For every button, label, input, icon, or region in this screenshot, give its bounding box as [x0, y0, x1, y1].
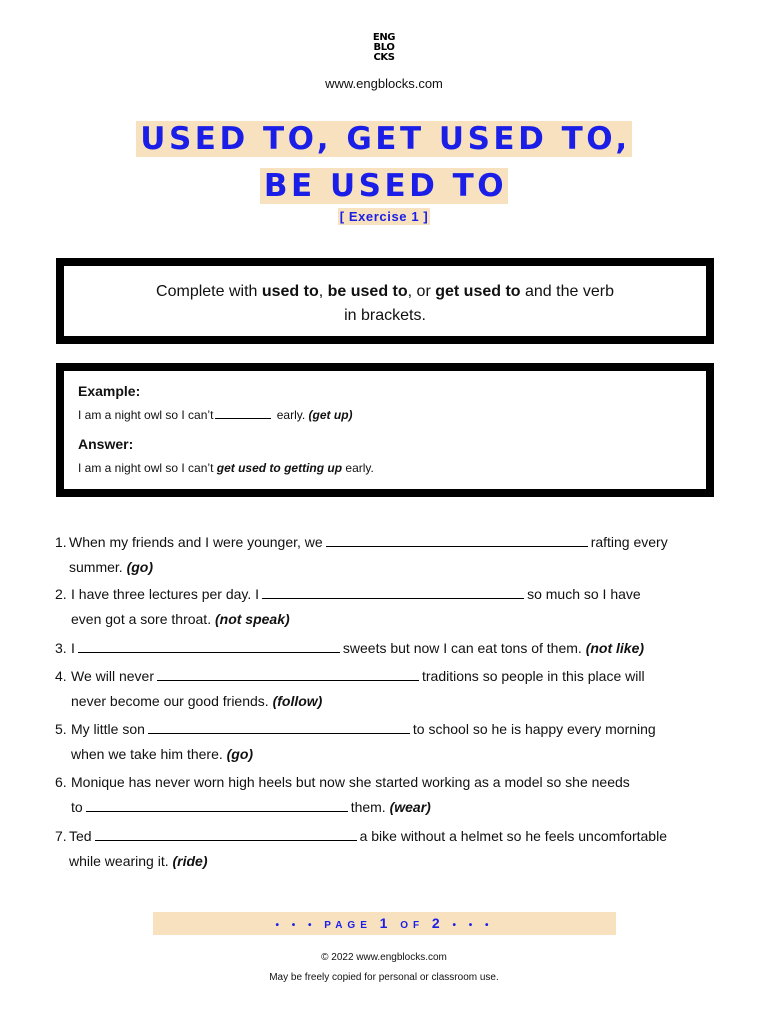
- license-notice: May be freely copied for personal or classroom use.: [269, 972, 499, 983]
- answer-blank-7[interactable]: [95, 824, 357, 841]
- answer-sentence: I am a night owl so I can’t get used to getting up early.: [78, 461, 374, 475]
- example-sentence: I am a night owl so I can’t early. (get up): [78, 408, 353, 422]
- page-title-line-1: USED TO, GET USED TO,: [0, 120, 768, 158]
- exercise-item-1: 1. When my friends and I were younger, we rafting every summer. (go): [55, 530, 720, 580]
- instructions-box: [56, 258, 714, 344]
- page-indicator: • • • PAGE 1 OF 2 • • •: [153, 912, 616, 935]
- exercise-subtitle: [ Exercise 1 ]: [339, 209, 429, 224]
- exercise-item-3: 3. I sweets but now I can eat tons of them. (not like): [55, 636, 720, 661]
- answer-blank-1[interactable]: [326, 530, 588, 547]
- copyright-notice: © 2022 www.engblocks.com: [321, 952, 447, 963]
- answer-blank-3[interactable]: [78, 636, 340, 653]
- site-url[interactable]: www.engblocks.com: [325, 76, 443, 91]
- exercise-item-6: 6. Monique has never worn high heels but now she started working as a model so she needs to them. (wear): [55, 774, 630, 815]
- example-label: Example:: [78, 383, 141, 399]
- exercise-item-2: 2. I have three lectures per day. I so much so I have even got a sore throat. (not speak): [55, 582, 720, 632]
- answer-blank-4[interactable]: [157, 664, 419, 681]
- exercise-item-7: 7. Ted a bike without a helmet so he feels uncomfortable while wearing it. (ride): [55, 824, 720, 874]
- answer-blank-5[interactable]: [148, 717, 410, 734]
- answer-blank-6[interactable]: [86, 795, 348, 812]
- example-box: [56, 363, 714, 497]
- exercise-item-4: 4. We will never traditions so people in this place will never become our good friends. (follow): [55, 664, 720, 714]
- logo-line-3: CKS: [373, 52, 395, 63]
- example-blank: [215, 406, 271, 419]
- logo-line-2: BLO: [373, 42, 395, 53]
- instructions-line-1: Complete with used to, be used to, or get used to and the verb: [156, 283, 614, 300]
- engblocks-logo: [368, 33, 400, 63]
- page-title-line-2: BE USED TO: [0, 167, 768, 205]
- answer-label: Answer:: [78, 436, 134, 452]
- exercise-item-5: 5. My little son to school so he is happy every morning when we take him there. (go): [55, 717, 720, 767]
- answer-blank-2[interactable]: [262, 582, 524, 599]
- instructions-line-2: in brackets.: [344, 307, 426, 324]
- logo-line-1: ENG: [372, 32, 396, 43]
